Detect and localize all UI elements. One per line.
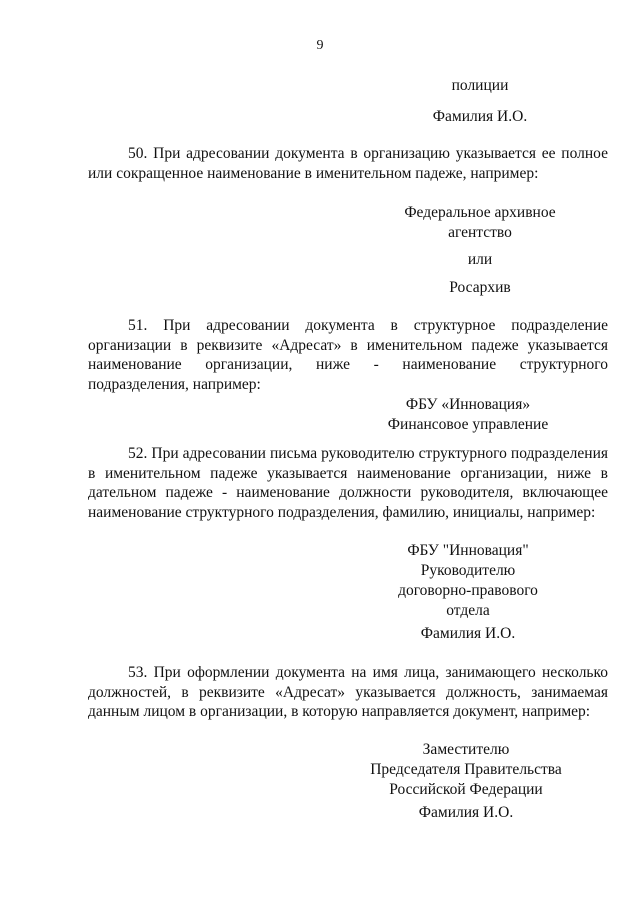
example-51 — [368, 395, 568, 435]
example-line: Росархив — [449, 279, 511, 296]
example-line: агентство — [448, 224, 512, 241]
paragraph-51: 51. При адресовании документа в структурное подразделение организации в реквизите «Адресат» в именительном падеже указывается наименование организации, ниже - наименование структурного подразделения, например: — [88, 317, 608, 393]
paragraph-52: 52. При адресовании письма руководителю структурного подразделения в именительном падеже указывается наименование организации, ниже в дательном падеже - наименование должности руководителя, включающее наименование структурного подразделения, фамилию, инициалы, например: — [88, 445, 608, 521]
example-52 — [368, 541, 568, 621]
paragraph-50: 50. При адресовании документа в организацию указывается ее полное или сокращенное наименование в именительном падеже, например: — [88, 145, 608, 182]
example-line: договорно-правового — [398, 582, 538, 599]
example-50 — [380, 203, 580, 243]
example-line: Российской Федерации — [389, 781, 543, 798]
page-number: 9 — [316, 38, 324, 53]
example-52-signature — [368, 624, 568, 644]
example-line: Фамилия И.О. — [418, 804, 514, 821]
addressee-signature — [380, 107, 580, 127]
example-line: ФБУ "Инновация" — [407, 542, 529, 559]
addressee-line: полиции — [451, 77, 509, 94]
example-line: Руководителю — [420, 562, 516, 579]
example-53 — [366, 740, 566, 800]
example-53-signature — [366, 803, 566, 823]
example-line: Заместителю — [422, 741, 510, 758]
example-line: Фамилия И.О. — [420, 625, 516, 642]
example-line: Федеральное архивное — [404, 204, 556, 221]
example-line: отдела — [446, 602, 490, 619]
example-50-or — [380, 250, 580, 270]
example-50-alt — [380, 278, 580, 298]
example-line: ФБУ «Инновация» — [405, 396, 531, 413]
example-line: Председателя Правительства — [370, 761, 562, 778]
addressee-block-top — [380, 76, 580, 96]
paragraph-53: 53. При оформлении документа на имя лица, занимающего несколько должностей, в реквизите «Адресат» указывается должность, занимаемая данным лицом в организации, в которую направляется документ, например: — [88, 664, 608, 720]
example-line: Финансовое управление — [387, 416, 549, 433]
example-line: или — [467, 251, 493, 268]
addressee-line: Фамилия И.О. — [432, 108, 528, 125]
